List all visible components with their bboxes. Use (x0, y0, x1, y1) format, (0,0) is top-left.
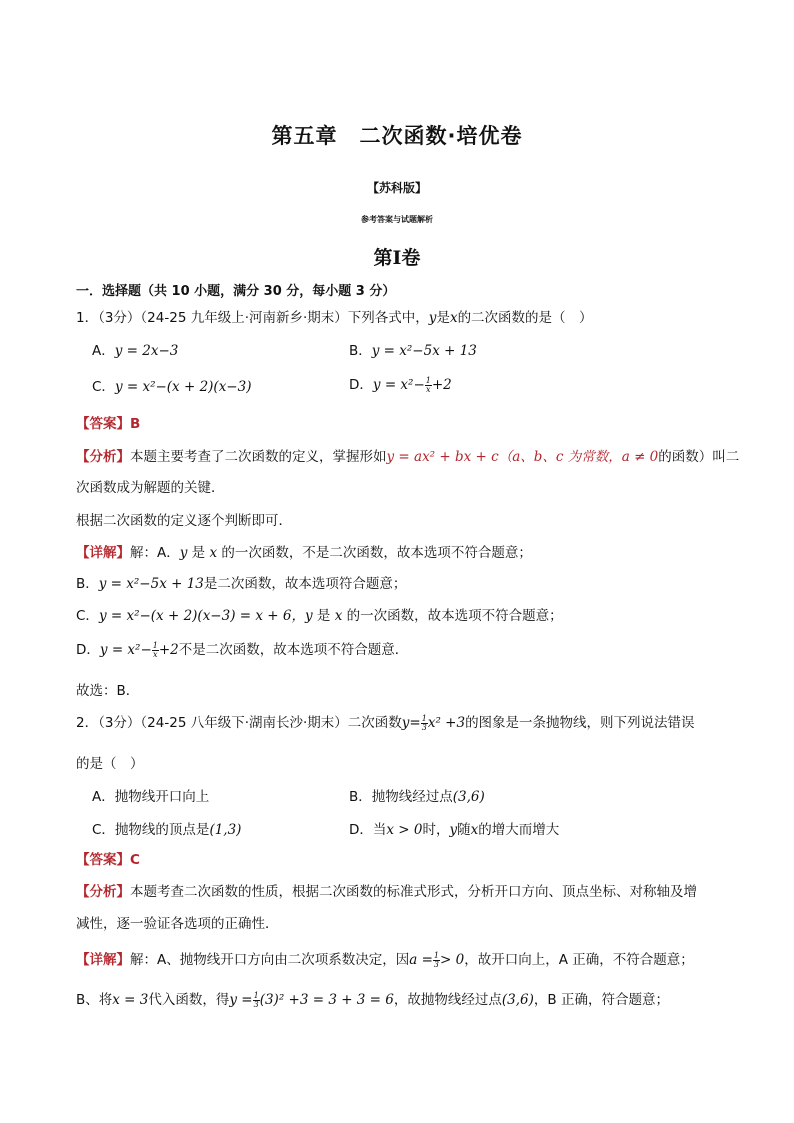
analysis-tag: 【分析】 (76, 884, 130, 900)
fraction-denominator: 3 (433, 959, 439, 969)
page-title: 第五章 二次函数·培优卷 (271, 124, 523, 148)
option-text: 的增大而增大 (478, 822, 560, 838)
option-label: A． (92, 789, 115, 805)
detail-text: 的一次函数，不是二次函数，故本选项不符合题意； (217, 545, 532, 561)
option-text: 当 (372, 822, 387, 838)
option-label: C． (92, 822, 115, 838)
detail-text: 解：A、抛物线开口方向由二次项系数决定，因 (130, 952, 410, 968)
q1-stem-a: （3分）（24-25 九年级上·河南新乡·期末）下列各式中， (98, 310, 429, 326)
fraction-numerator: 1 (152, 640, 158, 650)
answer-value: B (130, 416, 141, 432)
detail-text: ，B 正确，符合题意； (533, 992, 669, 1008)
detail-math: +2 (158, 642, 179, 658)
q2-analysis-line2: 减性，逐一验证各选项的正确性． (76, 916, 279, 932)
q2-detail-a (76, 948, 694, 969)
option-math: x > 0 (386, 822, 423, 838)
detail-text: 的一次函数，故本选项不符合题意； (342, 608, 563, 624)
option-math: y = x²−5x + 13 (371, 343, 477, 359)
q2-stem-line2: 的是（ ） (76, 756, 144, 772)
stem-math: x² +3 (427, 715, 466, 731)
detail-math: y = x²− (99, 642, 152, 658)
q1-stem-y: y (428, 310, 437, 326)
fraction-denominator: x (426, 384, 431, 394)
option-math: +2 (431, 377, 452, 393)
fraction-numerator: 1 (421, 713, 427, 723)
analysis-text: 的函数）叫二 (658, 449, 740, 465)
detail-tag: 【详解】 (76, 545, 130, 561)
detail-text: 代入函数，得 (148, 992, 230, 1008)
fraction (421, 715, 428, 732)
q1-detail-d (76, 638, 408, 659)
q1-detail-a (76, 541, 532, 561)
option-text: 抛物线开口向上 (114, 789, 210, 805)
detail-text: 是二次函数，故本选项符合题意； (203, 576, 407, 592)
option-math: (1,3) (209, 822, 242, 838)
option-label: C． (92, 379, 115, 395)
option-label: A． (92, 343, 115, 359)
q2-answer (76, 848, 140, 868)
option-math: y = x²−(x + 2)(x−3) (114, 379, 252, 395)
answer-tag: 【答案】 (76, 852, 130, 868)
option-label: B． (349, 343, 372, 359)
detail-math: a = (409, 952, 433, 968)
detail-math: x (334, 608, 343, 624)
detail-tag: 【详解】 (76, 952, 130, 968)
q1-stem-b: 是 (436, 310, 450, 326)
fraction (425, 377, 432, 394)
q1-analysis-line3: 根据二次函数的定义逐个判断即可． (76, 513, 292, 529)
detail-math: x = 3 (112, 992, 149, 1008)
fraction (152, 642, 159, 659)
q2-option-a (92, 785, 209, 805)
analysis-math: y = ax² + bx + c（a、b、c 为常数，a ≠ 0 (386, 449, 659, 465)
detail-math: (3)² +3 = 3 + 3 = 6 (259, 992, 394, 1008)
edition-label: 【苏科版】 (366, 181, 427, 195)
detail-label: D． (76, 642, 100, 658)
answer-value: C (130, 852, 140, 868)
volume-heading: 第Ⅰ卷 (373, 247, 421, 269)
q2-analysis-line1 (76, 880, 697, 900)
option-label: B． (349, 789, 372, 805)
detail-text: 解：A． (130, 545, 180, 561)
answer-tag: 【答案】 (76, 416, 130, 432)
detail-math: y = x²−(x + 2)(x−3) = x + 6，y (98, 608, 313, 624)
q1-conclusion: 故选：B． (76, 683, 140, 699)
fraction-denominator: 3 (421, 722, 427, 732)
analysis-tag: 【分析】 (76, 449, 130, 465)
option-text: 抛物线的顶点是 (114, 822, 210, 838)
q1-option-d (349, 373, 452, 394)
detail-math: (3,6) (501, 992, 534, 1008)
subtitle: 参考答案与试题解析 (361, 215, 433, 224)
detail-math: y = x²−5x + 13 (98, 576, 204, 592)
q1-detail-b (76, 572, 406, 592)
detail-math: x (209, 545, 218, 561)
detail-math: y = (229, 992, 253, 1008)
fraction-denominator: x (153, 649, 158, 659)
detail-text: ，故抛物线经过点 (393, 992, 502, 1008)
option-label: D． (349, 822, 373, 838)
analysis-text: 本题主要考查了二次函数的定义，掌握形如 (130, 449, 387, 465)
detail-label: C． (76, 608, 99, 624)
q2-option-d (349, 818, 559, 838)
fraction (253, 992, 260, 1009)
fraction-numerator: 1 (253, 990, 259, 1000)
option-math: x (470, 822, 479, 838)
q1-option-c (92, 375, 251, 395)
detail-text: 不是二次函数，故本选项不符合题意． (178, 642, 409, 658)
q1-option-b (349, 339, 477, 359)
q1-number: 1． (76, 310, 99, 326)
option-math: y (449, 822, 458, 838)
option-text: 随 (457, 822, 471, 838)
detail-label: B． (76, 576, 99, 592)
q2-number: 2． (76, 715, 99, 731)
fraction (433, 952, 440, 969)
option-math: y = x²− (372, 377, 425, 393)
q1-answer (76, 412, 140, 432)
analysis-text: 本题考查二次函数的性质，根据二次函数的标准式形式，分析开口方向、顶点坐标、对称轴及增 (130, 884, 697, 900)
detail-text: 是 (187, 545, 210, 561)
detail-text: 是 (312, 608, 335, 624)
q1-stem (76, 306, 593, 326)
detail-math: > 0 (440, 952, 465, 968)
q2-detail-b (76, 988, 669, 1009)
detail-math: y (179, 545, 188, 561)
stem-text: （3分）（24-25 八年级下·湖南长沙·期末）二次函数 (98, 715, 402, 731)
q1-option-a (92, 339, 178, 359)
q2-option-c (92, 818, 241, 838)
option-math: y = 2x−3 (114, 343, 179, 359)
option-text: 时， (422, 822, 450, 838)
q1-analysis-line1 (76, 445, 739, 465)
fraction-numerator: 1 (433, 950, 439, 960)
stem-math: y= (401, 715, 421, 731)
q2-stem-line1 (76, 711, 695, 732)
q1-stem-c: 的二次函数的是（ ） (457, 310, 593, 326)
q1-stem-x: x (449, 310, 458, 326)
fraction-numerator: 1 (425, 375, 431, 385)
option-label: D． (349, 377, 373, 393)
detail-text: ，故开口向上，A 正确，不符合题意； (464, 952, 694, 968)
detail-text: B、将 (76, 992, 113, 1008)
q1-detail-c (76, 604, 563, 624)
section-heading: 一．选择题（共 10 小题，满分 30 分，每小题 3 分） (76, 284, 396, 299)
stem-text: 的图象是一条抛物线，则下列说法错误 (465, 715, 695, 731)
q2-option-b (349, 785, 485, 805)
fraction-denominator: 3 (253, 999, 259, 1009)
option-text: 抛物线经过点 (371, 789, 453, 805)
option-math: (3,6) (452, 789, 485, 805)
q1-analysis-line2: 次函数成为解题的关键． (76, 480, 225, 496)
